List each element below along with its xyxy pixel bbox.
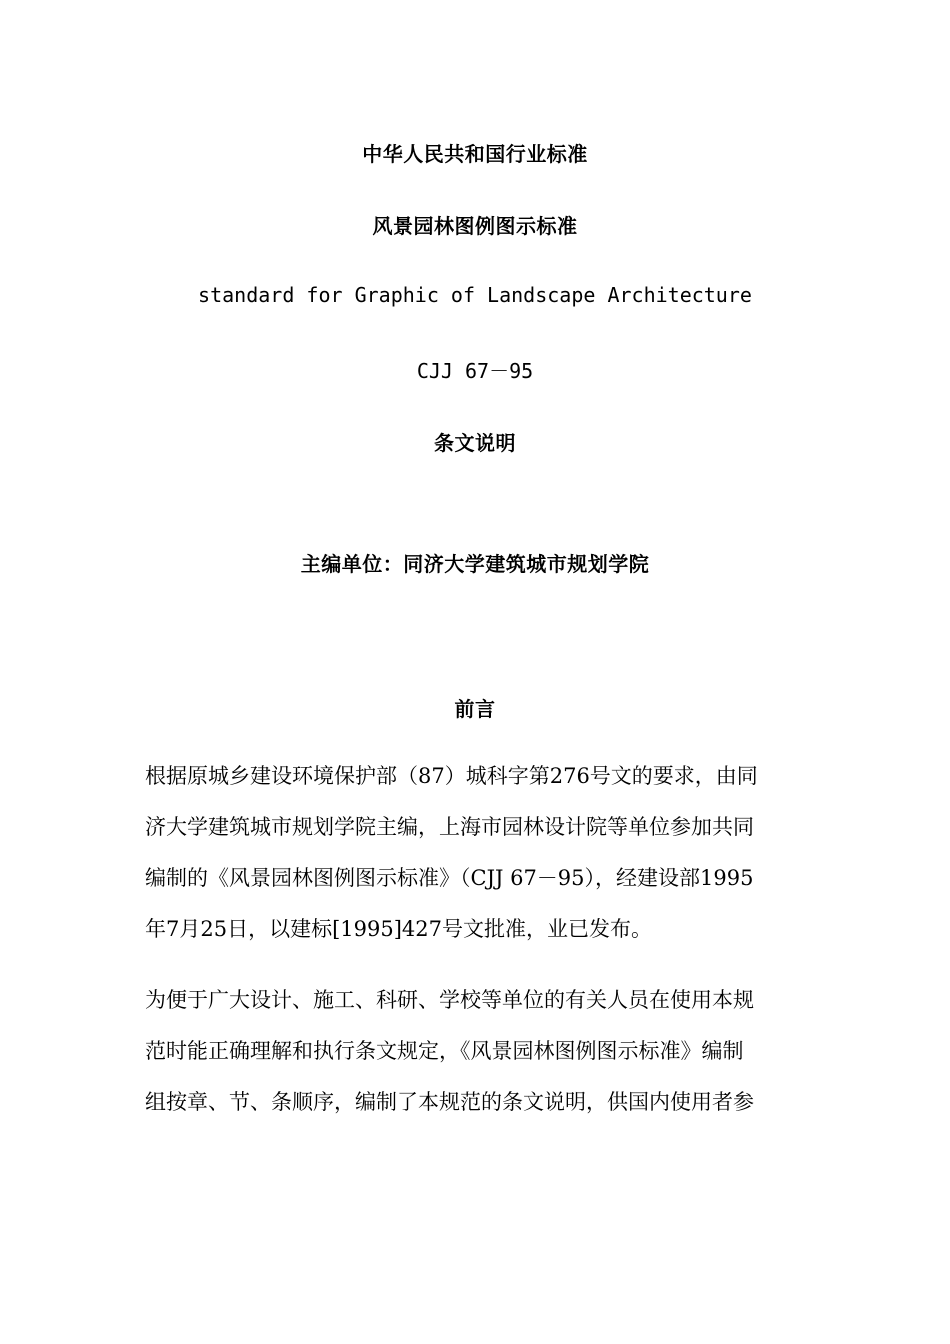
preface-paragraph-2: [145, 975, 805, 1128]
paragraph-line: 根据原城乡建设环境保护部（87）城科字第276号文的要求，由同: [145, 764, 758, 788]
paragraph-line: 年7月25日，以建标[1995]427号文批准，业已发布。: [145, 917, 652, 941]
paragraph-line: 范时能正确理解和执行条文规定，《风景园林图例图示标准》编制: [145, 1039, 744, 1063]
standard-code: CJJ 67－95: [416, 359, 534, 383]
document-title-line-2: 风景园林图例图示标准: [372, 214, 578, 238]
chief-editor-unit: 主编单位：同济大学建筑城市规划学院: [300, 552, 650, 576]
paragraph-line: 济大学建筑城市规划学院主编，上海市园林设计院等单位参加共同: [145, 815, 754, 839]
document-title-line-1: 中华人民共和国行业标准: [362, 142, 588, 166]
paragraph-line: 为便于广大设计、施工、科研、学校等单位的有关人员在使用本规: [145, 988, 754, 1012]
paragraph-line: 组按章、节、条顺序，编制了本规范的条文说明，供国内使用者参: [145, 1090, 754, 1114]
preface-paragraph-1: [145, 751, 805, 955]
document-title-english: standard for Graphic of Landscape Architecture: [198, 283, 752, 307]
paragraph-line: 编制的《风景园林图例图示标准》（CJJ 67－95），经建设部1995: [145, 866, 754, 890]
preface-heading: 前言: [454, 697, 496, 721]
document-subtitle: 条文说明: [434, 431, 516, 455]
